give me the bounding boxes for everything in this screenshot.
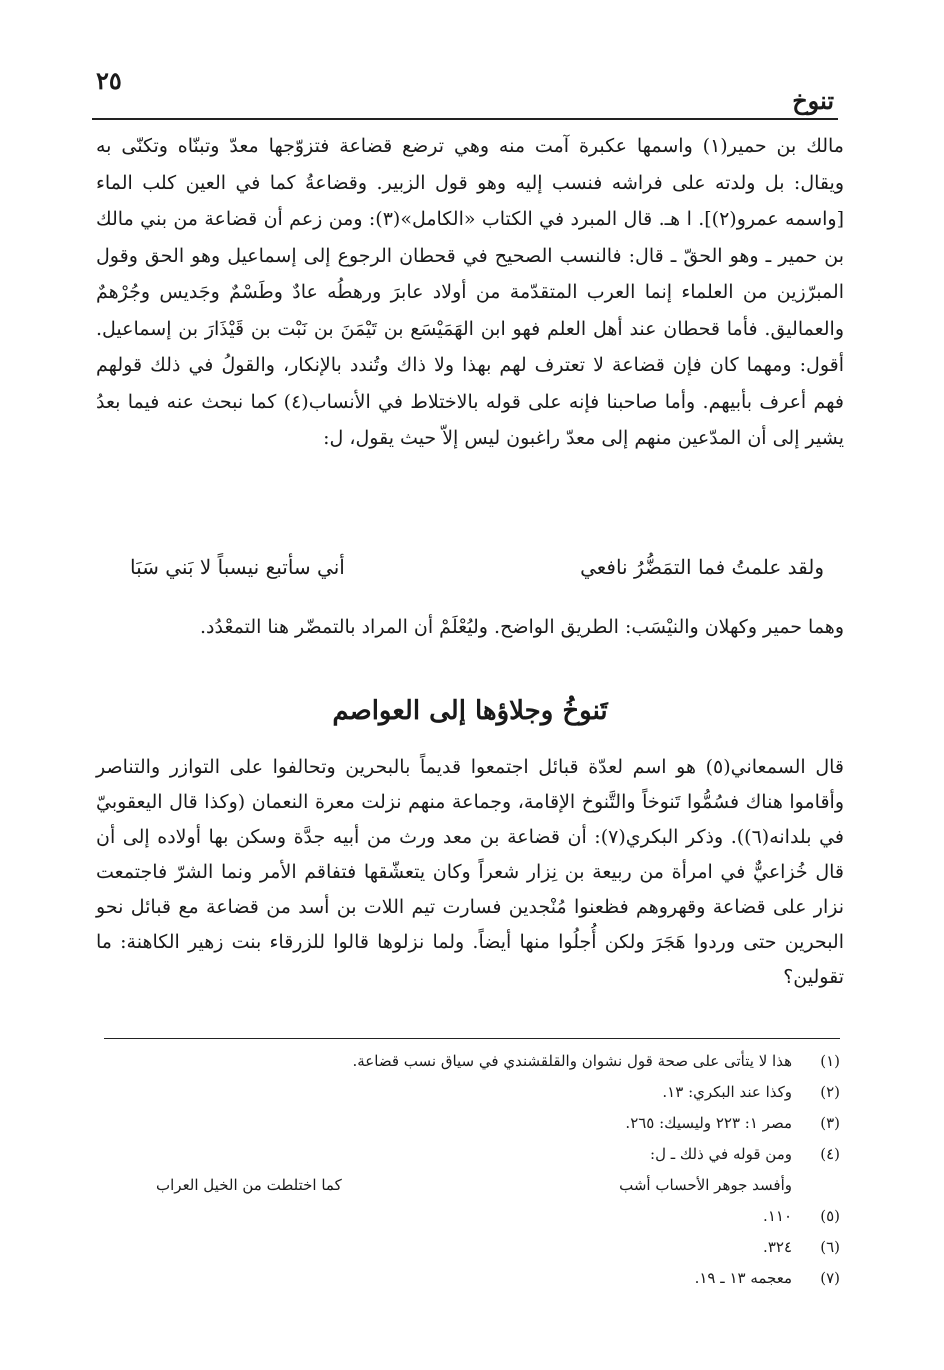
footnote-text: هذا لا يتأتى على صحة قول نشوان والقلقشندي في سياق نسب قضاعة. <box>352 1052 792 1070</box>
footnote-text: وكذا عند البكري: ١٣. <box>662 1083 792 1101</box>
footnote-text: ٣٢٤. <box>763 1238 792 1256</box>
footnote-text: مصر ١: ٢٢٣ وليسيك: ٢٦٥. <box>625 1114 792 1132</box>
footnote-number: (٧) <box>820 1269 840 1287</box>
footnote-number: (٤) <box>820 1145 840 1163</box>
footnote-item <box>96 1201 840 1232</box>
page-number: ٢٥ <box>96 66 122 95</box>
footnote-number: (١) <box>820 1052 840 1070</box>
footnote-number: (٣) <box>820 1114 840 1132</box>
footnote-item <box>96 1077 840 1108</box>
footnote-text: ١١٠. <box>763 1207 792 1225</box>
verse-first-hemistich: ولقد علمتُ فما التمَضُّرُ نافعي <box>580 555 824 579</box>
body-paragraph-3: قال السمعاني(٥) هو اسم لعدّة قبائل اجتمعوا قديماً بالبحرين وتحالفوا على التوازر والتناصر وأقاموا هناك فسُمُّوا تَنوخاً والتَّنوخ الإقامة، وجماعة منهم نزلت معرة النعمان (وكذا قال اليعقوبيّ في بلدانه(٦)). وذكر البكري(٧): أن قضاعة بن معد ورث من أبيه جدَّة وسكن بها أولاده إلى أن قال خُزاعيٌّ في امرأة من ربيعة بن نِزار شعراً وكان يتعشّقها فتفاقم الأمر ونما الشرّ فاجتمعت نزار على قضاعة وقهروهم فظعنوا مُنْجدين فسارت تيم اللات بن أسد من قضاعة مع قبائل نحو البحرين حتى وردوا هَجَرَ ولكن أُجلُوا منها أيضاً. ولما نزلوها قالوا للزرقاء بنت زهير الكاهنة: ما تقولين؟ <box>96 756 844 988</box>
footnote-item <box>96 1263 840 1294</box>
footnote-number: (٢) <box>820 1083 840 1101</box>
footnote-item <box>96 1046 840 1077</box>
footnote-verse-second: كما اختلطت من الخيل العراب <box>156 1176 342 1194</box>
footnote-item <box>96 1139 840 1170</box>
footnote-text: ومن قوله في ذلك ـ ل: <box>650 1145 792 1163</box>
body-paragraph-1: مالك بن حمير(١) واسمها عكبرة آمت منه وهي ترضع قضاعة فتزوّجها معدّ وتبنّاه وتكنّى به ويقال: بل ولدته على فراشه فنسب إليه وهو قول الزبير. وقضاعةُ كما في العين كلب الماء [واسمه عمرو(٢)]. ا هـ. قال المبرد في الكتاب «الكامل»(٣): ومن زعم أن قضاعة من بني مالك بن حمير ـ وهو الحقّ ـ قال: فالنسب الصحيح في قحطان الرجوع إلى إسماعيل وهو الحق وقول المبرّزين من العلماء إنما العرب المتقدّمة من أولاد عابرَ ورهطُه عادٌ وطَسْمٌ وجَديس وجُرْهمٌ والعماليق. فأما قحطان عند أهل العلم فهو ابن الهَمَيْسَع بن تَيْمَنَ بن نَبْت بن قَيْذَارَ بن إسماعيل. أقول: ومهما كان فإن قضاعة لا تعترف لهم بهذا ولا ذاك وتُندد بالإنكار، والقولُ في ذلك قولهم فهم أعرف بأبيهم. وأما صاحبنا فإنه على قوله بالاختلاط في الأنساب(٤) كما نبحث عنه فيما بعدُ يشير إلى أن المدّعين منهم إلى معدّ راغبون ليس إلاّ حيث يقول، ل: <box>96 135 845 449</box>
header-rule <box>92 118 838 120</box>
footnote-item <box>96 1232 840 1263</box>
footnote-number: (٥) <box>820 1207 840 1225</box>
footnote-verse-first: وأفسد جوهر الأحساب أشب <box>619 1176 792 1194</box>
footnote-rule <box>104 1038 840 1039</box>
footnote-verse-row <box>96 1170 840 1201</box>
footnote-number: (٦) <box>820 1238 840 1256</box>
verse-second-hemistich: أني سأتبع نيسباً لا بَني سَبَا <box>130 555 345 579</box>
footnote-item <box>96 1108 840 1139</box>
section-title: تَنوخُ وجلاؤها إلى العواصم <box>332 696 608 726</box>
footnotes-list <box>96 1046 840 1294</box>
running-head: تنوخ <box>792 86 834 115</box>
footnote-text: معجمه ١٣ ـ ١٩. <box>694 1269 792 1287</box>
body-paragraph-2: وهما حمير وكهلان والنيْسَب: الطريق الواضح. وليُعْلَمْ أن المراد بالتمضّر هنا التمعْدُد. <box>199 616 844 638</box>
poetry-verse <box>130 555 824 591</box>
